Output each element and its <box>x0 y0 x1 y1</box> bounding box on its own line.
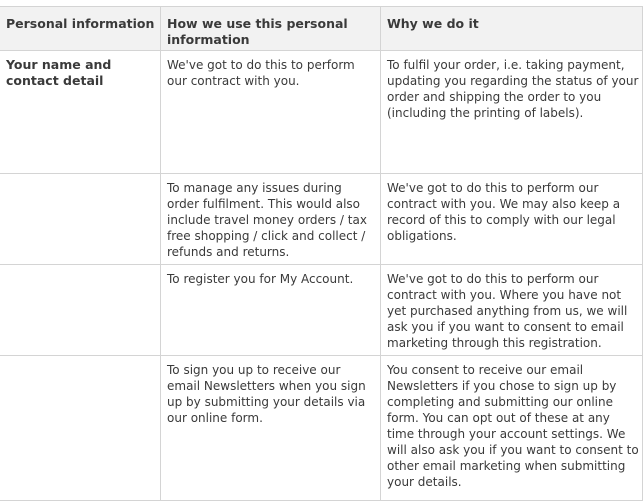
row-category: Your name and contact detail <box>0 51 161 174</box>
header-why-we-do-it: Why we do it <box>381 7 643 51</box>
row-category <box>0 174 161 265</box>
personal-information-table <box>0 6 643 501</box>
table-row <box>0 265 643 356</box>
row-reason: We've got to do this to perform our contract with you. We may also keep a record of this to comply with our legal obligations. <box>381 174 643 265</box>
row-reason: To fulfil your order, i.e. taking payment, updating you regarding the status of your order and shipping the order to you (including the printing of labels). <box>381 51 643 174</box>
header-how-we-use: How we use this personal information <box>161 7 381 51</box>
row-use: To register you for My Account. <box>161 265 381 356</box>
header-personal-information: Personal information <box>0 7 161 51</box>
row-use: To sign you up to receive our email Newsletters when you sign up by submitting your details via our online form. <box>161 356 381 501</box>
row-category <box>0 265 161 356</box>
table-header-row <box>0 7 643 51</box>
row-use: To manage any issues during order fulfilment. This would also include travel money orders / tax free shopping / click and collect / refunds and returns. <box>161 174 381 265</box>
table-row <box>0 174 643 265</box>
table-row <box>0 356 643 501</box>
row-category <box>0 356 161 501</box>
row-use: We've got to do this to perform our contract with you. <box>161 51 381 174</box>
row-reason: You consent to receive our email Newsletters if you chose to sign up by completing and submitting our online form. You can opt out of these at any time through your account settings. We will also ask you if you want to consent to other email marketing when submitting your details. <box>381 356 643 501</box>
row-reason: We've got to do this to perform our contract with you. Where you have not yet purchased anything from us, we will ask you if you want to consent to email marketing through this registration. <box>381 265 643 356</box>
table-row <box>0 51 643 174</box>
